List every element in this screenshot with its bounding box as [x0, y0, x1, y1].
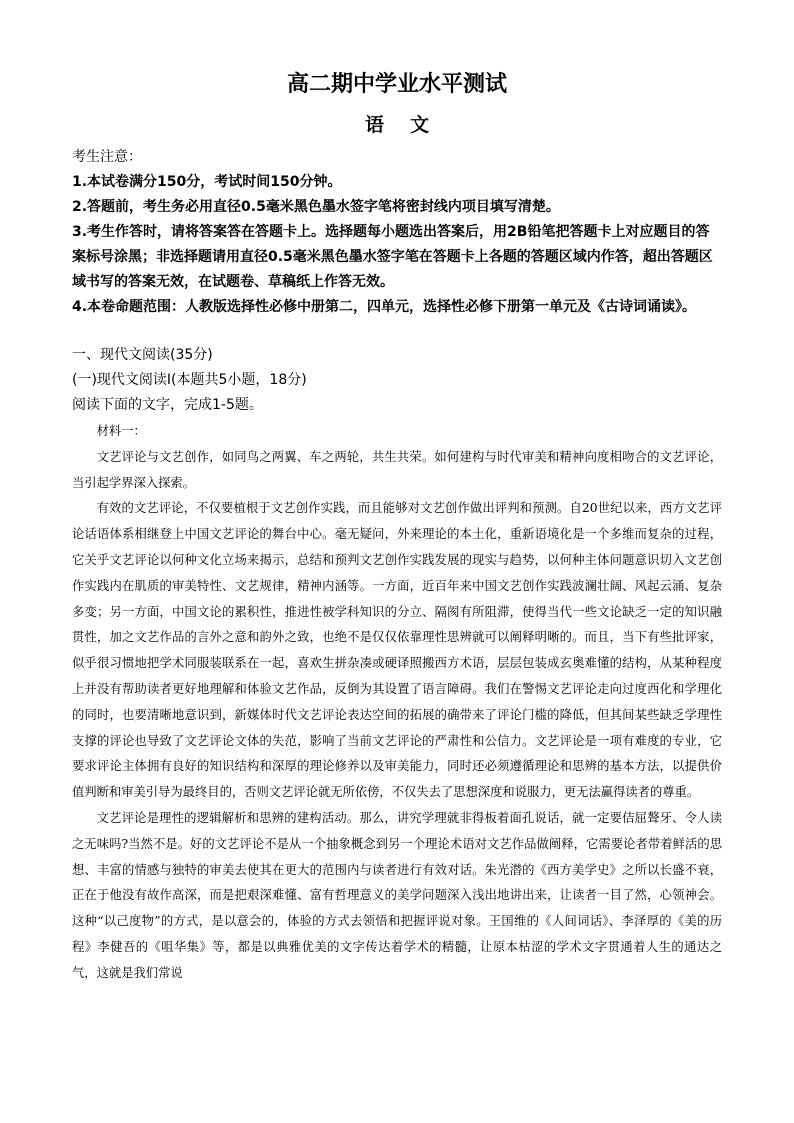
subject-title: 语文 — [364, 114, 455, 136]
passage-paragraph: 文艺评论与文艺创作，如同鸟之两翼、车之两轮，共生共荣。如何建构与时代审美和精神向度相吻合的文艺评论，当引起学界深入探索。 — [72, 449, 722, 490]
passage-paragraph: 有效的文艺评论，不仅要植根于文艺创作实践，而且能够对文艺创作做出评判和预测。自20世纪以来，西方文艺评论话语体系相继登上中国文艺评论的舞台中心。毫无疑问，外来理论的本土化，重新语境化是一个多维而复杂的过程，它关乎文艺评论以何种文化立场来揭示，总结和预判文艺创作实践发展的现实与趋势，以何种主体问题意识切入文艺创作实践内在肌质的审美特性、文艺规律，精神内涵等。一方面，近百年来中国文艺创作实践波澜壮阔、风起云涌、复杂多变；另一方面，中国文论的累积性，推进性被学科知识的分立、隔阂有所阻滞，使得当代一些文论缺乏一定的知识融贯性，加之文艺作品的言外之意和韵外之致，也绝不是仅仅依靠理性思辨就可以阐释明晰的。而且，当下有些批评家，似乎很习惯地把学术同服装联系在一起，喜欢生拼杂凑或硬译照搬西方术语，层层包装成玄奥难懂的结构，从某种程度上并没有帮助读者更好地理解和体验文艺作品，反倒为其设置了语言障碍。我们在警惕文艺评论走向过度西化和学理化的同时，也要清晰地意识到，新媒体时代文艺评论表达空间的拓展的确带来了评论门槛的降低，但其间某些缺乏学理性支撑的评论也导致了文艺评论文体的失范，影响了当前文艺评论的严肃性和公信力。文艺评论是一项有难度的专业，它要求评论主体拥有良好的知识结构和深厚的理论修养以及审美能力，同时还必须遵循理论和思辨的基本方法，以提供价值判断和审美引导为最终目的，否则文艺评论就无所依傍，不仅失去了思想深度和说服力，更无法赢得读者的尊重。 — [72, 501, 722, 800]
notice-item-3: 3.考生作答时，请将答案答在答题卡上。选择题每小题选出答案后，用2B铅笔把答题卡上对应题目的答案标号涂黑；非选择题请用直径0.5毫米黑色墨水签字笔在答题卡上各题的答题区域内作答，超出答题区域书写的答案无效，在试题卷、草稿纸上作答无效。 — [72, 224, 713, 290]
section-header — [72, 343, 722, 418]
subsection-heading: (一)现代文阅读Ⅰ(本题共5小题，18分) — [72, 372, 307, 388]
part-heading: 一、现代文阅读(35分) — [72, 347, 213, 363]
notice-heading: 考生注意： — [72, 149, 142, 165]
notice-item-1: 1.本试卷满分150分，考试时间150分钟。 — [72, 174, 342, 190]
notice-item-4: 4.本卷命题范围：人教版选择性必修中册第二，四单元，选择性必修下册第一单元及《古诗词诵读》。 — [72, 299, 697, 315]
reading-passage — [72, 419, 722, 987]
passage-paragraph: 文艺评论是理性的逻辑解析和思辨的建构活动。那么，讲究学理就非得板着面孔说话，就一定要佶屈聱牙、令人读之无味吗?当然不是。好的文艺评论不是从一个抽象概念到另一个理论术语对文艺作品做阐释，它需要论者带着鲜活的思想、丰富的情感与独特的审美去使其在更大的范围内与读者进行有效对话。朱光潜的《西方美学史》之所以长盛不衰，正在于他没有故作高深，而是把艰深难懂、富有哲理意义的美学问题深入浅出地讲出来，让读者一目了然，心领神会。这种“以己度物”的方式，是以意会的，体验的方式去领悟和把握评说对象。王国维的《人间词话》、李泽厚的《美的历程》李健吾的《咀华集》等，都是以典雅优美的文字传达着学术的精髓，让原本枯涩的学术文字贯通着人生的通达之气，这就是我们常说 — [72, 810, 722, 980]
exam-title: 高二期中学业水平测试 — [286, 71, 507, 97]
reading-instruction: 阅读下面的文字，完成1-5题。 — [72, 397, 263, 413]
material-label: 材料一： — [96, 424, 146, 438]
notice-item-2: 2.答题前，考生务必用直径0.5毫米黑色墨水签字笔将密封线内项目填写清楚。 — [72, 199, 560, 215]
candidate-notice — [72, 145, 722, 320]
